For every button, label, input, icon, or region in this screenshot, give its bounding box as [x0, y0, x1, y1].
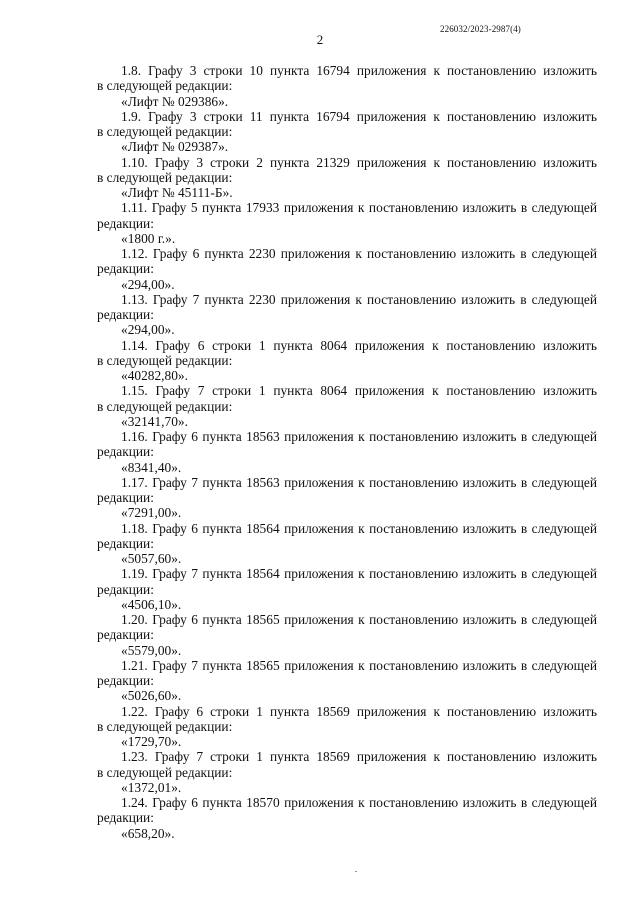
amendment-text-continuation: в следующей редакции: [97, 718, 233, 734]
amendment-text: 1.11. Графу 5 пункта 17933 приложения к постановлению изложить в следующей [121, 200, 597, 216]
amendment-value: «40282,80». [121, 368, 188, 383]
amendment-text-continuation: редакции: [97, 581, 154, 597]
amendment-text: 1.20. Графу 6 пункта 18565 приложения к постановлению изложить в следующей [121, 612, 597, 627]
amendment-item [97, 292, 597, 338]
amendment-value: «Лифт № 029387». [121, 139, 229, 155]
amendment-item [97, 475, 597, 521]
amendment-text-continuation: редакции: [97, 627, 154, 643]
amendment-item [97, 63, 597, 109]
page-number: 2 [316, 32, 324, 47]
amendment-item [97, 200, 597, 246]
amendment-value: «658,20». [121, 825, 175, 841]
amendment-value: «1372,01». [121, 779, 182, 795]
amendment-item [97, 749, 597, 795]
amendment-value: «Лифт № 45111-Б». [121, 185, 233, 200]
amendment-item [97, 109, 597, 155]
scan-speck [355, 871, 357, 872]
amendment-item [97, 383, 597, 429]
amendment-text: 1.18. Графу 6 пункта 18564 приложения к постановлению изложить в следующей [121, 520, 597, 536]
amendment-text: 1.17. Графу 7 пункта 18563 приложения к постановлению изложить в следующей [121, 474, 597, 490]
amendment-item [97, 429, 597, 475]
amendment-text-continuation: редакции: [97, 535, 154, 551]
amendment-text-continuation: редакции: [97, 673, 154, 688]
amendment-text-continuation: редакции: [97, 215, 154, 231]
amendment-value: «1800 г.». [121, 230, 176, 246]
amendment-text: 1.21. Графу 7 пункта 18565 приложения к постановлению изложить в следующей [121, 657, 597, 673]
amendment-text-continuation: в следующей редакции: [97, 169, 233, 185]
amendment-value: «8341,40». [121, 459, 182, 475]
amendment-item [97, 155, 597, 201]
amendment-value: «7291,00». [121, 505, 182, 521]
amendment-value: «294,00». [121, 276, 175, 292]
amendment-value: «5057,60». [121, 551, 182, 566]
amendment-text-continuation: редакции: [97, 307, 154, 322]
amendment-text-continuation: в следующей редакции: [97, 398, 233, 414]
amendment-text-continuation: в следующей редакции: [97, 352, 233, 368]
amendment-value: «294,00». [121, 322, 175, 338]
amendment-item [97, 795, 597, 841]
amendment-text-continuation: в следующей редакции: [97, 764, 233, 780]
amendment-text-continuation: редакции: [97, 810, 154, 826]
amendment-value: «Лифт № 029386». [121, 93, 229, 109]
amendment-text: 1.8. Графу 3 строки 10 пункта 16794 приложения к постановлению изложить [121, 63, 597, 78]
document-id: 226032/2023-2987(4) [440, 24, 521, 34]
amendment-text: 1.16. Графу 6 пункта 18563 приложения к постановлению изложить в следующей [121, 429, 597, 444]
amendment-text: 1.23. Графу 7 строки 1 пункта 18569 приложения к постановлению изложить [121, 749, 597, 765]
amendment-text: 1.10. Графу 3 строки 2 пункта 21329 приложения к постановлению изложить [121, 154, 597, 170]
amendment-text-continuation: редакции: [97, 444, 154, 460]
amendment-text-continuation: редакции: [97, 490, 154, 505]
amendment-text-continuation: в следующей редакции: [97, 78, 233, 94]
amendment-item [97, 612, 597, 658]
amendment-item [97, 566, 597, 612]
amendment-text-continuation: редакции: [97, 261, 154, 277]
amendment-item [97, 338, 597, 384]
document-body [97, 63, 597, 841]
amendment-text: 1.12. Графу 6 пункта 2230 приложения к постановлению изложить в следующей [121, 246, 597, 261]
amendment-item [97, 246, 597, 292]
amendment-text: 1.22. Графу 6 строки 1 пункта 18569 приложения к постановлению изложить [121, 703, 597, 719]
amendment-value: «5579,00». [121, 642, 182, 658]
amendment-text: 1.15. Графу 7 строки 1 пункта 8064 приложения к постановлению изложить [121, 383, 597, 399]
amendment-text: 1.14. Графу 6 строки 1 пункта 8064 приложения к постановлению изложить [121, 337, 597, 353]
amendment-value: «32141,70». [121, 413, 188, 429]
amendment-text: 1.9. Графу 3 строки 11 пункта 16794 приложения к постановлению изложить [121, 108, 597, 124]
amendment-value: «1729,70». [121, 734, 182, 749]
amendment-text: 1.13. Графу 7 пункта 2230 приложения к постановлению изложить в следующей [121, 291, 597, 307]
amendment-item [97, 658, 597, 704]
amendment-item [97, 704, 597, 750]
amendment-item [97, 521, 597, 567]
amendment-value: «5026,60». [121, 688, 182, 704]
amendment-text-continuation: в следующей редакции: [97, 124, 233, 139]
amendment-value: «4506,10». [121, 596, 182, 612]
amendment-text: 1.24. Графу 6 пункта 18570 приложения к постановлению изложить в следующей [121, 795, 597, 810]
amendment-text: 1.19. Графу 7 пункта 18564 приложения к постановлению изложить в следующей [121, 566, 597, 582]
